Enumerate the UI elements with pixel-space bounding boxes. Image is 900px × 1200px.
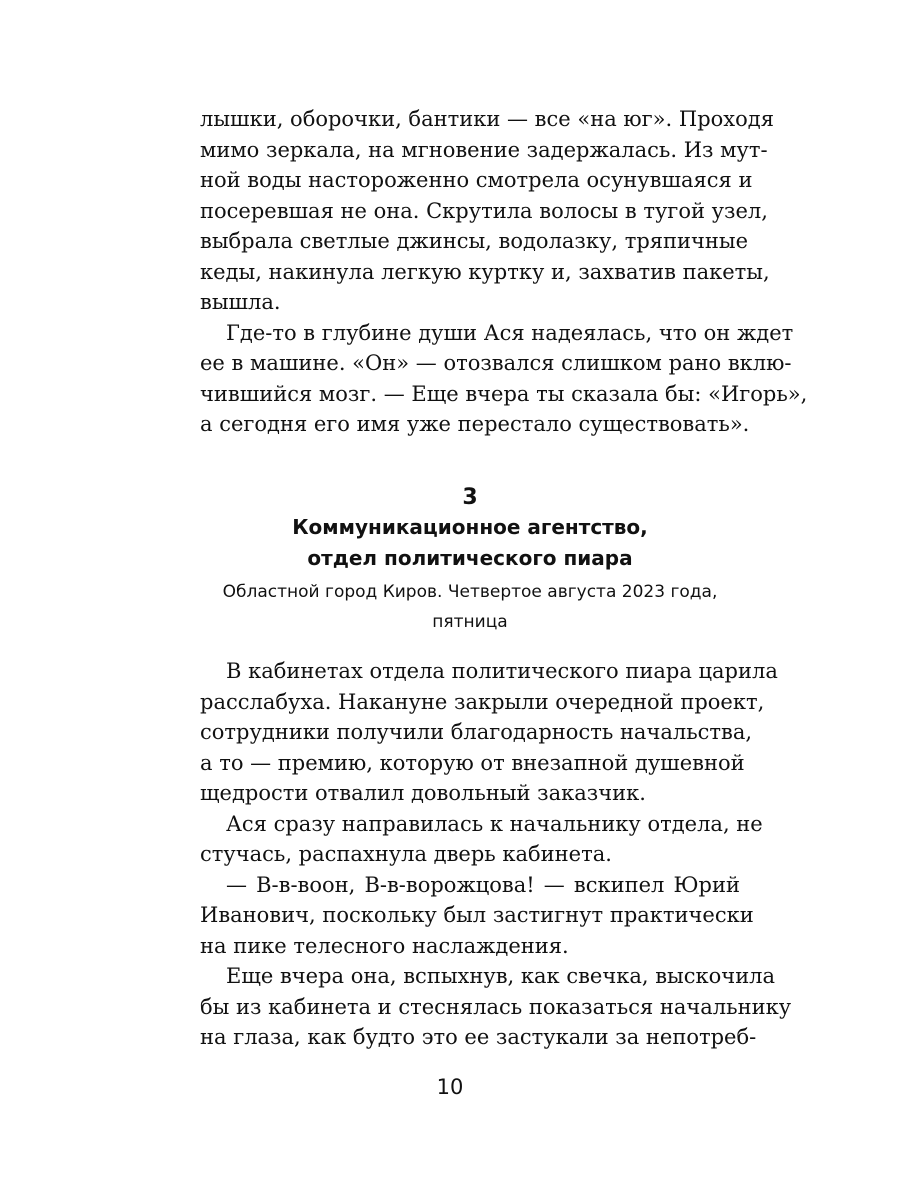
text-line: посеревшая не она. Скрутила волосы в тугой узел,	[200, 198, 768, 223]
paragraph	[200, 961, 792, 1053]
text-block-after-chapter	[200, 656, 792, 1053]
text-line: щедрости отвалил довольный заказчик.	[200, 781, 646, 805]
text-line: сотрудники получили благодарность начальства,	[200, 720, 753, 744]
chapter-subtitle	[200, 577, 740, 637]
text-line: мимо зеркала, на мгновение задержалась. Из мут-	[200, 137, 768, 162]
paragraph	[200, 318, 808, 440]
text-line: лышки, оборочки, бантики — все «на юг». Проходя	[200, 107, 774, 131]
chapter-title-line: Коммуникационное агентство,	[292, 515, 648, 539]
chapter-subtitle-line: пятница	[432, 612, 508, 632]
paragraph	[200, 809, 763, 870]
text-line: расслабуха. Накануне закрыли очередной проект,	[200, 689, 765, 714]
text-line: Ася сразу направилась к начальнику отдела, не	[226, 811, 763, 836]
text-line: ной воды настороженно смотрела осунувшаяся и	[200, 168, 753, 192]
text-line: кеды, накинула легкую куртку и, захватив пакеты,	[200, 259, 770, 284]
paragraph	[200, 656, 778, 809]
text-line: выбрала светлые джинсы, водолазку, тряпичные	[200, 229, 749, 253]
text-line: Иванович, поскольку был застигнут практически	[200, 903, 754, 927]
text-line: Где-то в глубине души Ася надеялась, что он ждет	[226, 320, 794, 345]
chapter-title-line: отдел политического пиара	[307, 546, 633, 570]
text-line: на пике телесного наслаждения.	[200, 933, 569, 958]
text-line: бы из кабинета и стеснялась показаться начальнику	[200, 994, 792, 1019]
text-line: а сегодня его имя уже перестало существовать».	[200, 412, 750, 436]
text-line: стучась, распахнула дверь кабинета.	[200, 842, 612, 866]
chapter-subtitle-line: Областной город Киров. Четвертое августа 2023 года,	[222, 582, 718, 602]
text-line: Еще вчера она, вспыхнув, как свечка, выскочила	[226, 964, 776, 988]
text-line: на глаза, как будто это ее застукали за непотреб-	[200, 1025, 757, 1049]
text-line: ее в машине. «Он» — отозвался слишком рано вклю-	[200, 351, 792, 375]
paragraph	[200, 870, 754, 962]
page-number: 10	[436, 1075, 464, 1099]
text-block-before-chapter	[200, 104, 808, 440]
text-line: вышла.	[200, 290, 281, 314]
paragraph	[200, 104, 774, 318]
text-line: — В-в-воон, В-в-ворожцова! — вскипел Юрий	[226, 872, 740, 897]
text-line: а то — премию, которую от внезапной душевной	[200, 750, 745, 775]
text-line: чившийся мозг. — Еще вчера ты сказала бы: «Игорь»,	[200, 381, 808, 406]
chapter-number: 3	[462, 485, 478, 510]
chapter-title	[200, 512, 740, 574]
text-line: В кабинетах отдела политического пиара царила	[226, 659, 778, 683]
